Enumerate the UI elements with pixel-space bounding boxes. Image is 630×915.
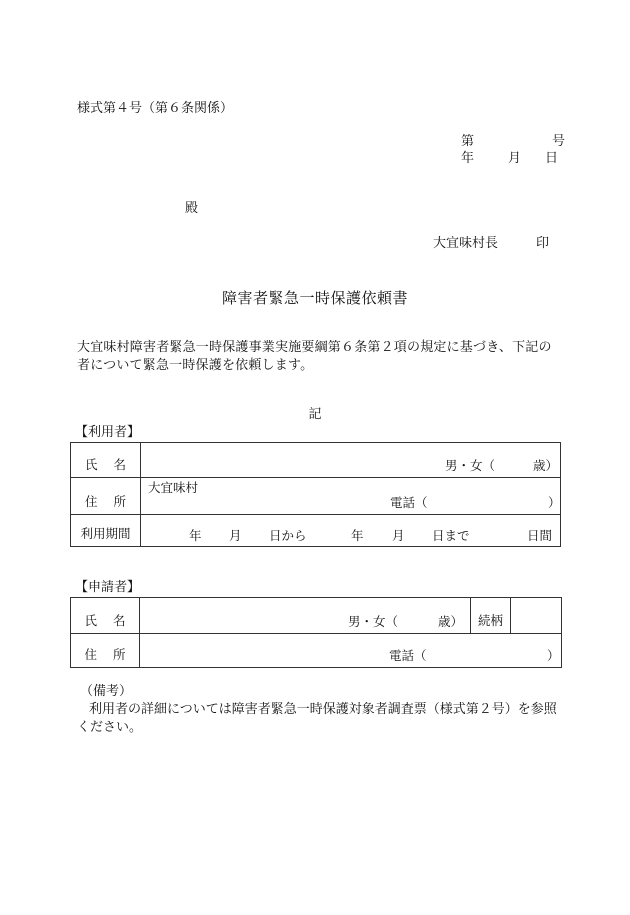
applicant-address-field[interactable] xyxy=(140,634,562,668)
user-address-row xyxy=(71,478,561,515)
addressee-suffix: 殿 xyxy=(185,201,199,216)
user-name-label-2: 名 xyxy=(113,457,127,472)
applicant-phone-close: ） xyxy=(547,648,560,663)
user-address-prefill: 大宜味村 xyxy=(148,480,199,495)
applicant-age-suffix: 歳） xyxy=(438,614,464,629)
applicant-address-label xyxy=(71,634,140,668)
applicant-address-row xyxy=(71,634,562,668)
user-period-row xyxy=(71,515,561,547)
mayor-signature xyxy=(433,236,549,252)
user-section-heading: 【利用者】 xyxy=(75,425,141,440)
applicant-relation-field[interactable] xyxy=(511,598,562,634)
applicant-address-label-2: 所 xyxy=(113,647,126,662)
user-address-label xyxy=(71,478,141,515)
period-days: 日間 xyxy=(527,528,553,543)
user-table xyxy=(70,442,561,547)
applicant-address-label-1: 住 xyxy=(84,647,97,662)
applicant-sex-age[interactable]: 男・女（ xyxy=(348,614,399,629)
applicant-name-row xyxy=(71,598,562,634)
user-sex-age[interactable]: 男・女（ xyxy=(445,458,496,473)
date-day: 日 xyxy=(545,151,559,166)
user-name-label-1: 氏 xyxy=(84,457,98,472)
period-year-2: 年 xyxy=(351,528,364,543)
applicant-name-field[interactable] xyxy=(140,598,471,634)
doc-number-label-dai: 第 xyxy=(461,134,475,149)
user-age-suffix: 歳） xyxy=(533,458,559,473)
period-from: 日から xyxy=(269,528,307,543)
remarks-body: 利用者の詳細については障害者緊急一時保護対象者調査票（様式第２号）を参照ください。 xyxy=(77,702,557,735)
user-phone-close: ） xyxy=(548,495,561,510)
document-number xyxy=(461,134,565,150)
user-name-row xyxy=(71,443,561,478)
user-address-label-2: 所 xyxy=(113,494,127,509)
period-month-2: 月 xyxy=(392,528,405,543)
user-address-field[interactable] xyxy=(141,478,561,515)
date-month: 月 xyxy=(508,151,522,166)
remarks-heading: （備考） xyxy=(80,684,133,699)
document-date xyxy=(461,151,558,167)
user-name-label xyxy=(71,443,141,478)
applicant-name-label xyxy=(71,598,140,634)
date-year: 年 xyxy=(461,151,475,166)
applicant-table xyxy=(70,597,562,668)
period-year-1: 年 xyxy=(189,528,202,543)
page-title: 障害者緊急一時保護依頼書 xyxy=(221,289,408,307)
applicant-relation-label: 続柄 xyxy=(471,598,511,634)
remarks-text xyxy=(77,701,561,737)
user-name-field[interactable] xyxy=(141,443,561,478)
seal-mark: 印 xyxy=(536,236,550,251)
applicant-name-label-1: 氏 xyxy=(84,613,97,628)
period-month-1: 月 xyxy=(229,528,242,543)
user-period-label: 利用期間 xyxy=(71,515,141,547)
ki-heading: 記 xyxy=(308,407,322,422)
doc-number-label-go: 号 xyxy=(552,134,566,149)
user-period-field[interactable] xyxy=(141,515,561,547)
mayor-title: 大宜味村長 xyxy=(433,236,499,251)
period-until: 日まで xyxy=(432,528,470,543)
applicant-name-label-2: 名 xyxy=(113,613,126,628)
applicant-section-heading: 【申請者】 xyxy=(75,580,141,595)
form-number: 様式第４号（第６条関係） xyxy=(77,101,234,116)
applicant-phone-label[interactable]: 電話（ xyxy=(389,648,427,663)
user-address-label-1: 住 xyxy=(84,494,98,509)
user-phone-label[interactable]: 電話（ xyxy=(390,495,428,510)
request-body-text: 大宜味村障害者緊急一時保護事業実施要綱第６条第２項の規定に基づき、下記の者について緊急一時保護を依頼します。 xyxy=(77,340,552,373)
